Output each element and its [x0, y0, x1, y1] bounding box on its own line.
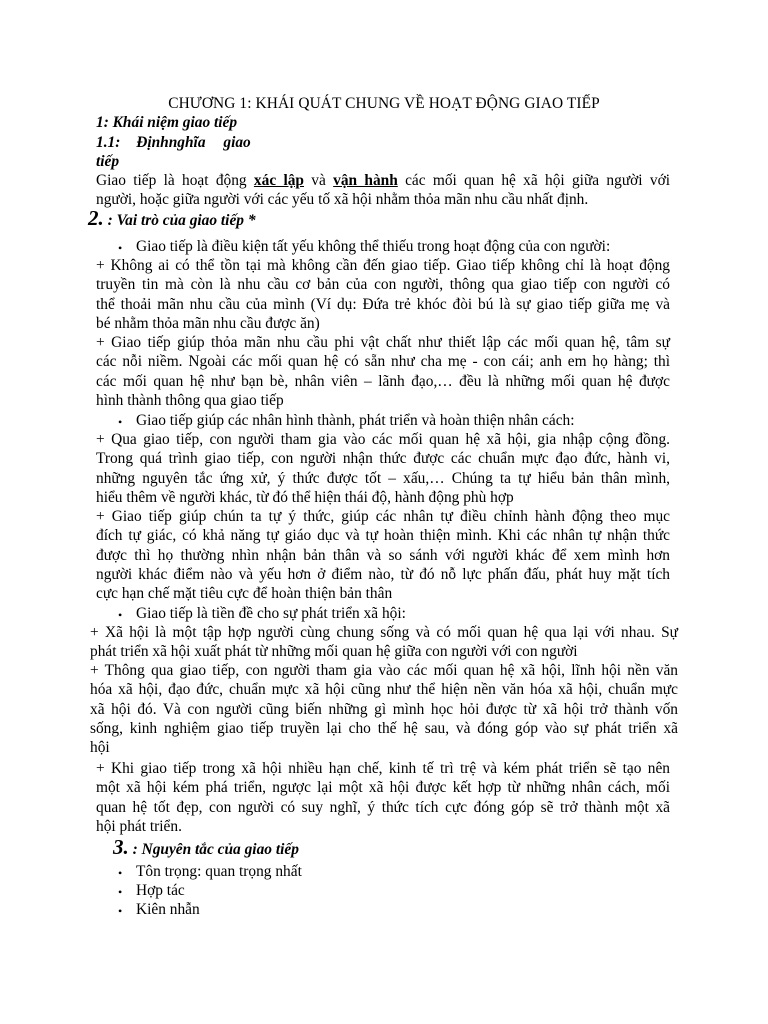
paragraph-line: + Giao tiếp giúp chún ta tự ý thức, giúp các nhân tự điều chỉnh hành động theo mục	[96, 508, 670, 525]
heading-1-1-word-b: giao	[223, 134, 251, 151]
paragraph-line: các nỗi niềm. Ngoài các mối quan hệ có sẵn như cha mẹ - con cái; anh em họ hàng; thì	[96, 353, 670, 371]
definition-text-1: Giao tiếp là hoạt động	[96, 172, 247, 189]
definition-line-2: người, hoặc giữa người với các yếu tố xã hội nhằm thỏa mãn nhu cầu nhất định.	[96, 191, 589, 208]
paragraph-line: bé nhằm thỏa mãn nhu cầu được ăn)	[96, 314, 320, 332]
paragraph-line: các mối quan hệ như bạn bè, nhân viên – lãnh đạo,… đều là những mối quan hệ được	[96, 372, 670, 390]
paragraph-line: + Không ai có thể tồn tại mà không cần đến giao tiếp. Giao tiếp không chỉ là hoạt động	[96, 257, 670, 274]
heading-1-1-number: 1.1:	[96, 134, 121, 151]
paragraph-line: truyền tin mà còn là nhu cầu cơ bản của con người, thông qua giao tiếp con người có	[96, 276, 670, 294]
heading-1-1-word-a: Địnhnghĩa	[136, 134, 206, 151]
chapter-title: CHƯƠNG 1: KHÁI QUÁT CHUNG VỀ HOẠT ĐỘNG GIAO TIẾP	[168, 95, 600, 112]
paragraph-line: quan hệ tốt đẹp, con người có suy nghĩ, ý thức tích cực đóng góp sẽ trở thành một xã	[96, 798, 670, 816]
heading-1: 1: Khái niệm giao tiếp	[96, 114, 238, 131]
bullet-icon: •	[118, 415, 123, 429]
section-2-title: : Vai trò của giao tiếp *	[107, 212, 256, 229]
bullet-icon: •	[118, 904, 123, 918]
definition-term-van-hanh: vận hành	[333, 172, 398, 189]
heading-1-1	[96, 133, 251, 152]
paragraph-line: + Khi giao tiếp trong xã hội nhiều hạn chế, kinh tế trì trệ và kém phát triển sẽ tạo nên	[96, 760, 670, 777]
paragraph-line: hóa xã hội, đạo đức, chuẩn mực xã hội cũng như thể hiện nền văn hóa xã hội, chuẩn mực	[90, 681, 678, 699]
paragraph-line: hội	[90, 739, 110, 757]
section-2-heading	[88, 206, 256, 230]
heading-1-1-continuation: tiếp	[96, 153, 120, 170]
paragraph-line: cực hạn chế mặt tiêu cực để hoàn thiện bản thân	[96, 585, 393, 603]
paragraph-line: Trong quá trình giao tiếp, con người nhận thức được các chuẩn mực đạo đức, hành vi,	[96, 450, 670, 468]
definition-line-1	[96, 171, 670, 190]
paragraph-line: xã hội đó. Và con người cũng biến những gì mình học hỏi được từ xã hội trở thành vốn	[90, 700, 678, 718]
paragraph-line: được thì họ thường nhìn nhận bản thân và so sánh với người khác để xem mình hơn	[96, 546, 670, 564]
paragraph-line: + Qua giao tiếp, con người tham gia vào các mối quan hệ xã hội, gia nhập cộng đồng.	[96, 431, 670, 448]
section-3-number: 3.	[113, 835, 129, 859]
paragraph-line: hiểu thêm về người khác, từ đó thể hiện thái độ, hành động phù hợp	[96, 488, 514, 506]
paragraph-line: những nguyên tắc ứng xử, ý thức được tốt – xấu,… Chúng ta tự hiểu bản thân mình,	[96, 469, 670, 487]
section-3-title: : Nguyên tắc của giao tiếp	[132, 841, 299, 858]
bullet-2-text: Giao tiếp giúp các nhân hình thành, phát triển và hoàn thiện nhân cách:	[136, 412, 575, 429]
bullet-icon: •	[118, 885, 123, 899]
paragraph-line: phát triển xã hội xuất phát từ những mối quan hệ giữa con người với con người	[90, 643, 578, 661]
paragraph-line: + Giao tiếp giúp thỏa mãn nhu cầu phi vật chất như thiết lập các mối quan hệ, tâm sự	[96, 334, 670, 351]
paragraph-line: người khác điểm nào và yếu hơn ở điểm nào, từ đó nỗ lực phấn đấu, phát huy mặt tích	[96, 565, 670, 583]
paragraph-line: một xã hội kém phá triển, ngược lại một xã hội được kết hợp từ những nhân cách, mối	[96, 779, 670, 797]
paragraph-b3-1	[90, 623, 678, 662]
paragraph-line: hình thành thông qua giao tiếp	[96, 391, 284, 409]
bullet-icon: •	[118, 866, 123, 880]
paragraph-line: thể thoải mãn nhu cầu của mình (Ví dụ: Đứa trẻ khóc đòi bú là sự giao tiếp giữa mẹ và	[96, 295, 670, 313]
paragraph-b1-2	[96, 333, 670, 410]
bullet-icon: •	[118, 241, 123, 255]
principle-item: Tôn trọng: quan trọng nhất	[136, 863, 302, 880]
section-2-number: 2.	[88, 206, 104, 230]
paragraph-line: hội phát triển.	[96, 817, 182, 835]
paragraph-line: + Thông qua giao tiếp, con người tham gia vào các mối quan hệ xã hội, lĩnh hội nền văn	[90, 662, 678, 679]
principle-item: Kiên nhẫn	[136, 901, 200, 918]
paragraph-b1-1	[96, 256, 670, 333]
paragraph-line: đích tự giác, có khả năng tự giáo dục và tự hoàn thiện mình. Khi các nhân tự nhận thức	[96, 527, 670, 545]
definition-text-2: và	[311, 172, 326, 189]
bullet-1-text: Giao tiếp là điều kiện tất yếu không thể thiếu trong hoạt động của con người:	[136, 238, 611, 255]
paragraph-b2-2	[96, 507, 670, 603]
bullet-3-text: Giao tiếp là tiền đề cho sự phát triển xã hội:	[136, 605, 406, 622]
paragraph-line: + Xã hội là một tập hợp người cùng chung sống và có mối quan hệ qua lại với nhau. Sự	[90, 624, 678, 641]
paragraph-b3-2	[90, 661, 678, 757]
paragraph-b2-1	[96, 430, 670, 507]
paragraph-b3-3	[96, 759, 670, 836]
definition-term-xac-lap: xác lập	[253, 172, 304, 189]
paragraph-line: sống, kinh nghiệm giao tiếp truyền lại cho thế hệ sau, và đóng góp vào sự phát triển xã	[90, 719, 678, 737]
bullet-icon: •	[118, 608, 123, 622]
section-3-heading	[113, 835, 299, 859]
definition-text-3: các mối quan hệ xã hội giữa người với	[405, 172, 670, 189]
principle-item: Hợp tác	[136, 882, 185, 899]
